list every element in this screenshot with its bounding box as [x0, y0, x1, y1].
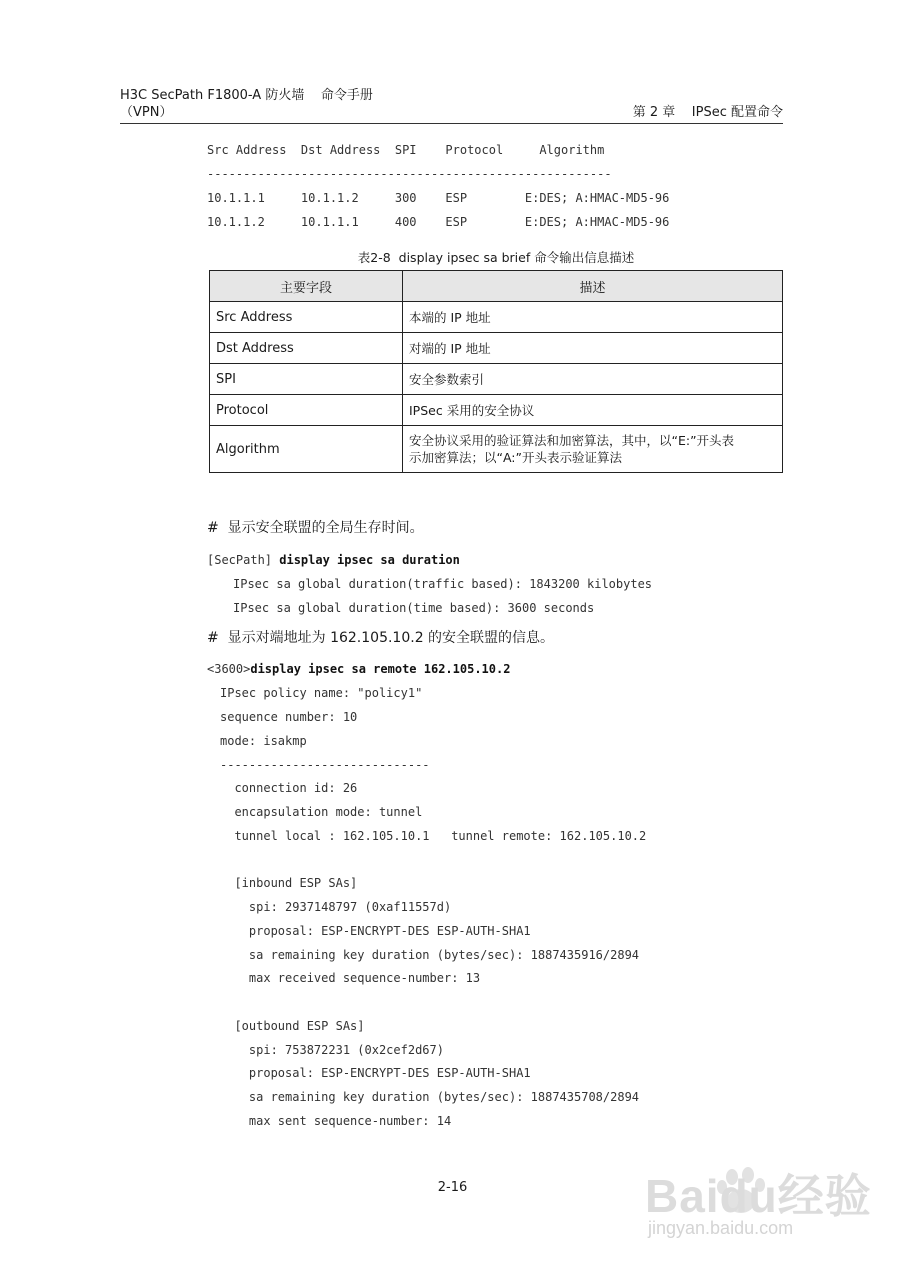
sa-brief-row: 10.1.1.2 10.1.1.1 400 ESP E:DES; A:HMAC-MD5-96 — [207, 215, 670, 229]
output-line: IPsec sa global duration(time based): 3600 seconds — [233, 601, 595, 615]
output-line: [outbound ESP SAs] — [220, 1019, 365, 1033]
output-line: [inbound ESP SAs] — [220, 876, 358, 890]
output-line: tunnel local : 162.105.10.1 tunnel remote: 162.105.10.2 — [220, 829, 647, 843]
output-line: IPsec sa global duration(traffic based): 1843200 kilobytes — [233, 577, 653, 591]
table-row — [210, 302, 783, 333]
output-line: connection id: 26 — [220, 781, 358, 795]
column-header-field: 主要字段 — [210, 271, 403, 302]
description-cell: 安全参数索引 — [403, 364, 783, 395]
sa-brief-separator: -------------------------------------------------------- — [207, 167, 612, 181]
field-description-table — [209, 270, 783, 473]
cli-prompt: <3600> — [207, 662, 251, 676]
watermark-url: jingyan.baidu.com — [648, 1218, 794, 1238]
output-line: max received sequence-number: 13 — [220, 971, 481, 985]
cli-command: display ipsec sa duration — [279, 553, 460, 567]
section-heading: # 显示对端地址为 162.105.10.2 的安全联盟的信息。 — [207, 630, 555, 646]
output-line: sa remaining key duration (bytes/sec): 1887435708/2894 — [220, 1090, 640, 1104]
chapter-title: 第 2 章 IPSec 配置命令 — [632, 105, 783, 120]
table-caption: 表2-8 display ipsec sa brief 命令输出信息描述 — [357, 250, 635, 265]
cli-prompt: [SecPath] — [207, 553, 280, 567]
output-line: spi: 753872231 (0x2cef2d67) — [220, 1043, 444, 1057]
description-line: 安全协议采用的验证算法和加密算法，其中，以“E:”开头表 — [409, 433, 735, 448]
output-line: spi: 2937148797 (0xaf11557d) — [220, 900, 452, 914]
table-row — [210, 395, 783, 426]
watermark-logo: Baidu经验 — [645, 1170, 872, 1222]
output-line: mode: isakmp — [220, 734, 307, 748]
table-row — [210, 364, 783, 395]
field-cell: Algorithm — [210, 426, 403, 473]
header-rule — [120, 123, 783, 124]
cli-command: display ipsec sa remote 162.105.10.2 — [250, 662, 511, 676]
description-cell: 本端的 IP 地址 — [403, 302, 783, 333]
description-cell: IPSec 采用的安全协议 — [403, 395, 783, 426]
output-line: IPsec policy name: "policy1" — [220, 686, 423, 700]
section-heading: # 显示安全联盟的全局生存时间。 — [207, 520, 424, 536]
command-line — [207, 553, 460, 567]
sa-brief-header: Src Address Dst Address SPI Protocol Algorithm — [207, 143, 605, 157]
table-row — [210, 426, 783, 473]
output-line: encapsulation mode: tunnel — [220, 805, 423, 819]
field-cell: Src Address — [210, 302, 403, 333]
sa-brief-row: 10.1.1.1 10.1.1.2 300 ESP E:DES; A:HMAC-MD5-96 — [207, 191, 670, 205]
field-cell: Dst Address — [210, 333, 403, 364]
output-line: max sent sequence-number: 14 — [220, 1114, 452, 1128]
output-separator: ----------------------------- — [220, 758, 430, 772]
output-line: sequence number: 10 — [220, 710, 358, 724]
table-header-row — [210, 271, 783, 302]
output-line: proposal: ESP-ENCRYPT-DES ESP-AUTH-SHA1 — [220, 924, 531, 938]
manual-subtitle: （VPN） — [120, 105, 173, 120]
description-line: 示加密算法；以“A:”开头表示验证算法 — [409, 450, 622, 465]
page-number: 2-16 — [437, 1180, 468, 1195]
output-line: sa remaining key duration (bytes/sec): 1887435916/2894 — [220, 948, 640, 962]
table-row — [210, 333, 783, 364]
command-line — [207, 662, 510, 676]
field-cell: SPI — [210, 364, 403, 395]
field-cell: Protocol — [210, 395, 403, 426]
manual-title: H3C SecPath F1800-A 防火墙 命令手册 — [120, 88, 373, 103]
description-cell: 对端的 IP 地址 — [403, 333, 783, 364]
column-header-description: 描述 — [403, 271, 783, 302]
description-cell — [403, 426, 783, 473]
output-line: proposal: ESP-ENCRYPT-DES ESP-AUTH-SHA1 — [220, 1066, 531, 1080]
